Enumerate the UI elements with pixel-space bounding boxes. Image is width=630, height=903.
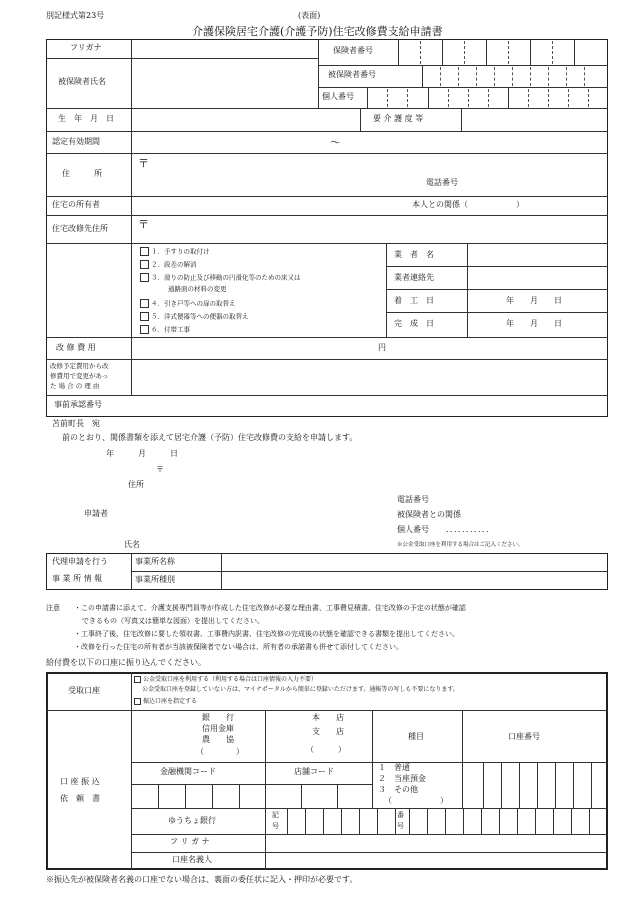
branch-type-1: 本 店 xyxy=(312,713,344,722)
bank-type-3: 農 協 xyxy=(202,735,234,744)
applicant-personal-number-label: 個人番号 xyxy=(397,525,429,534)
applicant-phone-label: 電話番号 xyxy=(397,495,429,504)
account-type-paren: （ ） xyxy=(384,796,448,805)
office-name-label: 事業所名称 xyxy=(135,557,175,566)
transfer-lead: 給付費を以下の口座に振り込んでください。 xyxy=(46,658,206,667)
start-date-value: 年 月 日 xyxy=(506,296,562,305)
receive-account-label: 受取口座 xyxy=(68,686,100,695)
account-type-2: ２ 当座預金 xyxy=(378,774,426,783)
note-3: ・改修を行った住宅の所有者が当該被保険者でない場合は、所有者の承諾書も併せて添付してください。 xyxy=(74,643,403,651)
branch-paren: （ ） xyxy=(306,745,346,754)
care-level-label: 要 介 護 度 等 xyxy=(373,114,424,123)
cost-label: 改 修 費 用 xyxy=(56,343,96,352)
applicant-address-label: 住所 xyxy=(128,480,144,489)
owner-relation-label: 本人との関係（ ） xyxy=(412,200,524,209)
applicant-relation-label: 被保険者との関係 xyxy=(397,510,461,519)
bank-type-1: 銀 行 xyxy=(202,713,234,722)
owner-label: 住宅の所有者 xyxy=(52,200,100,209)
renovation-postal-mark: 〒 xyxy=(138,218,149,231)
bank-code-label: 金融機関コード xyxy=(160,767,216,776)
note-2: ・工事終了後、住宅改修に要した領収書、工事費内訳書、住宅改修の完成後の状態を確認できる書類を提出してください。 xyxy=(74,630,459,638)
yucho-label: ゆうちょ銀行 xyxy=(168,816,216,825)
start-date-label: 着 工 日 xyxy=(394,296,434,305)
work-item-3-cont: 通路面の材料の変更 xyxy=(168,285,227,293)
form-side: (表面) xyxy=(298,11,321,20)
applicant-postal-mark: 〒 xyxy=(156,465,164,474)
work-item-1[interactable]: １．手すりの取付け xyxy=(140,247,210,256)
public-account-note: ※公金受取口座を利用する場合はご記入ください。 xyxy=(397,542,524,548)
form-number: 別記様式第23号 xyxy=(46,11,105,20)
bango-label-1: 番 xyxy=(397,811,404,819)
address-label: 住 所 xyxy=(62,169,102,178)
bank-type-2: 信用金庫 xyxy=(202,724,234,733)
notes-lead: 注意 xyxy=(46,604,60,612)
kigo-label-2: 号 xyxy=(272,822,279,830)
work-item-4[interactable]: ４．引き戸等への扉の取替え xyxy=(140,299,236,308)
birth-date-label: 生 年 月 日 xyxy=(58,114,114,123)
proxy-label-2: 事 業 所 情 報 xyxy=(52,574,103,583)
postal-mark: 〒 xyxy=(138,157,149,170)
addressee: 苫前町長 宛 xyxy=(52,419,100,428)
account-type-1: １ 普通 xyxy=(378,763,410,772)
bank-paren: （ ） xyxy=(196,747,244,756)
applicant-name-label: 氏名 xyxy=(124,540,140,549)
cert-period-label: 認定有効期間 xyxy=(52,137,100,146)
transfer-request-label-2: 依 頼 書 xyxy=(60,794,100,803)
personal-number-label: 個人番号 xyxy=(322,92,354,101)
renovation-address-label: 住宅改修先住所 xyxy=(52,224,108,233)
change-reason-label-3: た 場 合 の 理 由 xyxy=(50,382,100,390)
change-reason-label-1: 改修予定費用から改 xyxy=(50,362,109,370)
public-account-option[interactable]: 公金受取口座を利用する（利用する場合は口座情報の入力不要） xyxy=(134,676,317,683)
office-type-label: 事業所種別 xyxy=(135,575,175,584)
furigana-label: フリガナ xyxy=(70,43,102,52)
end-date-label: 完 成 日 xyxy=(394,319,434,328)
work-item-3[interactable]: ３．滑りの防止及び移動の円滑化等のための床又は xyxy=(140,273,301,282)
account-holder-label: 口座名義人 xyxy=(172,855,212,864)
application-statement: 前のとおり、関係書類を添えて居宅介護（予防）住宅改修費の支給を申請します。 xyxy=(62,433,358,442)
insured-number-label: 被保険者番号 xyxy=(328,70,376,79)
application-date: 年 月 日 xyxy=(106,449,178,458)
branch-type-2: 支 店 xyxy=(312,727,344,736)
work-item-5[interactable]: ５．洋式便器等への便器の取替え xyxy=(140,312,249,321)
transfer-request-label-1: 口 座 振 込 xyxy=(60,777,100,786)
cert-period-separator: ～ xyxy=(330,136,341,149)
applicant-label: 申請者 xyxy=(84,509,108,518)
work-item-2[interactable]: ２．段差の解消 xyxy=(140,260,197,269)
contractor-label: 業 者 名 xyxy=(394,250,434,259)
insured-name-label: 被保険者氏名 xyxy=(58,77,106,86)
bango-label-2: 号 xyxy=(397,822,404,830)
branch-code-label: 店舗コード xyxy=(294,767,334,776)
account-type-3: ３ その他 xyxy=(378,785,418,794)
account-number-label: 口座番号 xyxy=(508,732,540,741)
footer-note: ※振込先が被保険者名義の口座でない場合は、裏面の委任状に記入・押印が必要です。 xyxy=(46,875,358,884)
public-account-note-2: 公金受取口座を登録していない方は、マイナポータルから簡単に登録いただけます。通帳等の写しも不要になります。 xyxy=(142,686,459,693)
proxy-label-1: 代理申請を行う xyxy=(52,557,108,566)
note-1-cont: できるもの（写真又は簡単な図面）を提出してください。 xyxy=(82,617,264,625)
work-item-6[interactable]: ６．付帯工事 xyxy=(140,325,190,334)
account-type-label: 種目 xyxy=(408,732,424,741)
account-furigana-label: フ リ ガ ナ xyxy=(170,837,210,846)
applicant-personal-number-dots: ．．．．．．．．．．． xyxy=(446,525,494,534)
change-reason-label-2: 修費用で変更があっ xyxy=(50,372,109,380)
contractor-contact-label: 業者連絡先 xyxy=(394,273,434,282)
kigo-label-1: 記 xyxy=(272,811,279,819)
note-1: ・この申請書に添えて、介護支援専門員等が作成した住宅改修が必要な理由書、工事費見積書、住宅改修の予定の状態が確認 xyxy=(74,604,466,612)
prior-approval-label: 事前承認番号 xyxy=(54,400,102,409)
end-date-value: 年 月 日 xyxy=(506,319,562,328)
specify-account-option[interactable]: 振込口座を指定する xyxy=(134,698,197,705)
page-title: 介護保険居宅介護(介護予防)住宅改修費支給申請書 xyxy=(192,25,443,38)
cost-unit: 円 xyxy=(378,343,386,352)
insurer-number-label: 保険者番号 xyxy=(333,46,373,55)
phone-label: 電話番号 xyxy=(426,178,458,187)
